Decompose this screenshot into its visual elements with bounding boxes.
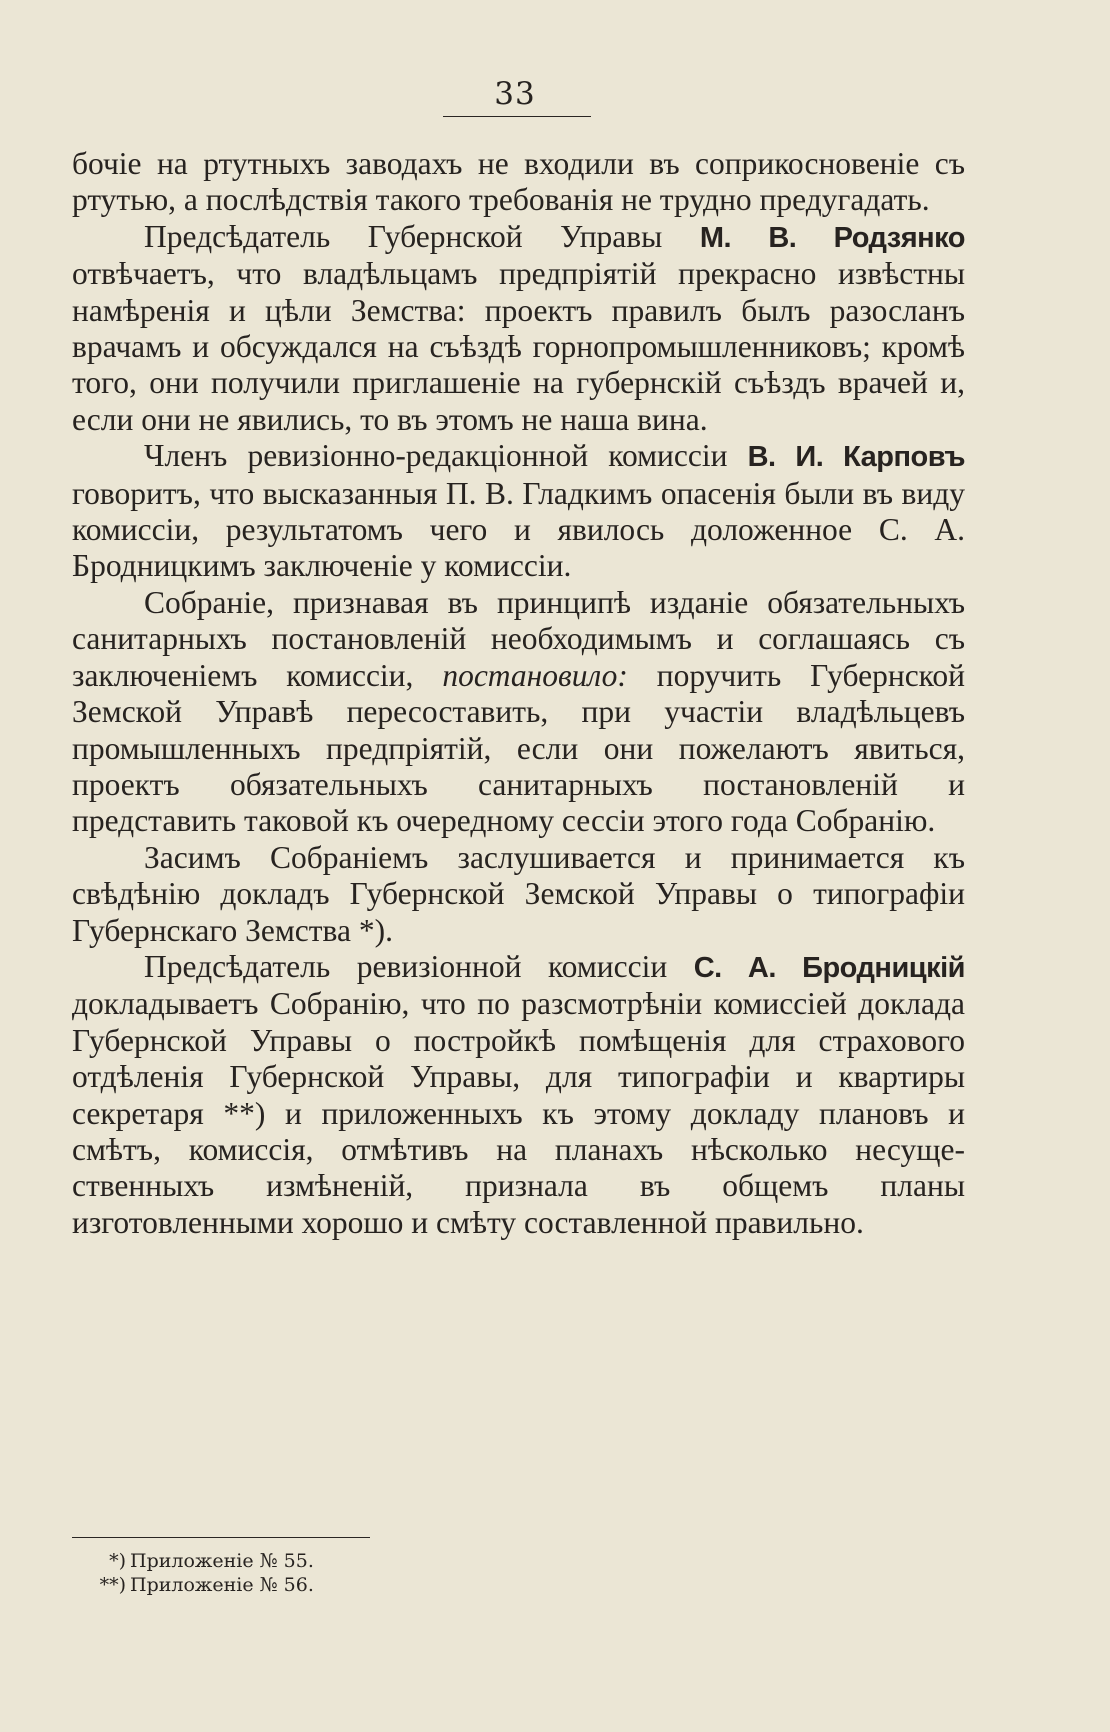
paragraph-6-text: докладываетъ Собранію, что по разсмотрѣніи комиссіей доклада Губернской Управы о постройкѣ помѣщенія для страхового отдѣленія Губернской Управы, для типографіи и квартиры секретаря **) и приложенныхъ къ этому докладу плановъ и смѣтъ, комиссія, отмѣтивъ на планахъ нѣсколько несущественныхъ измѣненій, признала въ общемъ планы изготовленными хорошо и смѣту составленной правильно.: [72, 986, 965, 1240]
paragraph-3-lead: Членъ ревизіонно-редакціонной комиссіи: [144, 438, 748, 474]
footnote-1-text: Приложеніе № 55.: [130, 1550, 314, 1572]
paragraph-2-lead: Предсѣдатель Губернской Управы: [144, 218, 700, 254]
speaker-name-brodnitsky: С. А. Бродницкій: [693, 951, 965, 984]
paragraph-2: [72, 219, 965, 438]
footnote-1: [72, 1549, 572, 1573]
footnote-2-mark: **): [99, 1574, 126, 1596]
paragraph-4-lead: Собраніе, признавая въ принципѣ изданіе обязательныхъ санитарныхъ постановленій необходимымъ и соглашаясь съ заключеніемъ комиссіи,: [72, 584, 965, 693]
footnote-1-mark: *): [109, 1550, 126, 1572]
speaker-name-rodzyanko: М. В. Родзянко: [699, 221, 966, 254]
body-text: [72, 146, 965, 1241]
paragraph-6: [72, 949, 965, 1241]
footnote-2-text: Приложеніе № 56.: [130, 1574, 314, 1596]
paragraph-3-text: говоритъ, что высказанныя П. В. Гладкимъ опасенія были въ виду комиссіи, результатомъ чего и явилось доложенное С. А. Бродницкимъ заключеніе у комиссіи.: [72, 475, 965, 584]
paragraph-5: [72, 840, 965, 949]
paragraph-1-text: бочіе на ртутныхъ заводахъ не входили въ соприкосновеніе съ ртутью, а послѣдствія такого требованія не трудно предугадать.: [72, 146, 965, 218]
paragraph-3: [72, 438, 965, 585]
footnote-2: [72, 1573, 572, 1597]
footnote-rule: [72, 1537, 370, 1538]
footnotes: [72, 1549, 572, 1597]
speaker-name-karpov: В. И. Карповъ: [747, 441, 965, 474]
page-number: 33: [494, 76, 536, 112]
paragraph-5-text: Засимъ Собраніемъ заслушивается и принимается къ свѣдѣнію докладъ Губернской Земской Управы о типографіи Губернскаго Земства *).: [72, 839, 965, 948]
paragraph-4: [72, 585, 965, 840]
paragraph-2-text: отвѣчаетъ, что владѣльцамъ предпріятій прекрасно извѣстны намѣренія и цѣли Земства: проектъ правилъ былъ разосланъ врачамъ и обсуждался на съѣздѣ горнопромышленниковъ; кромѣ того, они получили приглашеніе на губернскій съѣздъ врачей и, если они не явились, то въ этомъ не наша вина.: [72, 256, 965, 437]
paragraph-6-lead: Предсѣдатель ревизіонной комиссіи: [144, 948, 694, 984]
page-number-rule: [443, 116, 591, 117]
paragraph-4-text: поручить Губернской Земской Управѣ пересоставить, при участіи владѣльцевъ промышленныхъ предпріятій, если они пожелаютъ явиться, проектъ обязательныхъ санитарныхъ постановленій и представить таковой къ очередному сессіи этого года Собранію.: [72, 657, 965, 839]
paragraph-1: [72, 146, 965, 219]
decision-word: постановило:: [442, 657, 628, 693]
